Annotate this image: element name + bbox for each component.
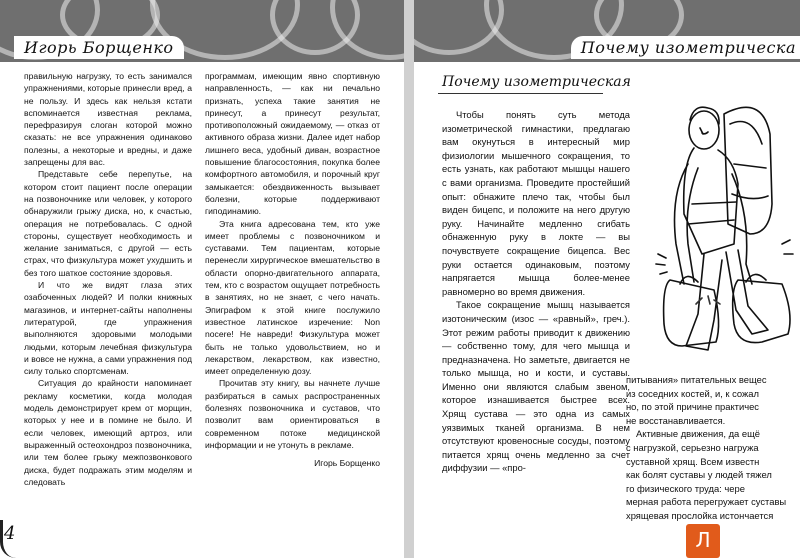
page-header-chapter: Почему изометрическа xyxy=(571,36,800,59)
text-line: питывания» питательных вещес xyxy=(626,374,767,385)
author-signature: Игорь Борщенко xyxy=(314,458,380,469)
page-number: 4 xyxy=(4,523,16,544)
text-line: суставной хрящ. Всем известн xyxy=(626,455,760,467)
paragraph: правильную нагрузку, то есть занимался упражнениями, которые принесли вред, а не пользу. И здесь как нельзя кстати вспоминается известная реклама, перефразируя слоган которой можно сказать: не все упражнения одинаково полезны, а некоторые и вредны, и даже запрещены для вас. xyxy=(24,71,192,168)
left-column-1 xyxy=(24,70,192,488)
paragraph: Прочитав эту книгу, вы начнете лучше разбираться в самых распространенных болезнях позвоночника и суставов, что позволит вам ориентироваться в современном потоке медицинской информации и не утонуть в рекламе. xyxy=(205,378,380,450)
paragraph: Такое сокращение мышц называется изотоническим (изос — «равный», греч.). Этот режим работы приводит к движению — собственно тому, для чего мышца и предназначена. Но заметьте, двигается не только мышца, но и кости, и суставы. Именно они являются слабым звеном, которое изнашивается быстрее всех. Хрящ сустава — это одна из самых уязвимых тканей организма. В нем отсутствуют кровеносные сосуды, поэтому питается хрящ очень медленно за счет диффузии — «про- xyxy=(442,299,630,474)
left-column-2 xyxy=(205,70,380,470)
section-title: Почему изометрическая xyxy=(442,74,631,90)
section-divider xyxy=(438,93,603,94)
right-page xyxy=(414,0,800,558)
store-logo-badge: Л xyxy=(686,524,720,558)
text-line: не восстанавливается. xyxy=(626,414,726,426)
paragraph: Чтобы понять суть метода изометрической гимнастики, предлагаю вам окунуться в интересный мир физиологии мышечного сокращения, то есть узнать, как работают мышцы нашего с вами организма. Проведите простейший опыт: обнажите плечо так, чтобы был виден бицепс, и положите на него другую руку. Начинайте медленно сгибать обнаженную руку в локте — вы почувствуете сокращение бицепса. Вес руки остается одинаковым, поэтому напрягается мышца более-менее равномерно во время движения. xyxy=(442,109,630,297)
right-side-text xyxy=(626,373,800,523)
right-main-text xyxy=(442,108,630,475)
paragraph: Ситуация до крайности напоминает рекламу косметики, когда молодая модель демонстрирует крем от морщин, которых у нее и в помине не было. И если человек, имеющий артроз, или выраженный остеохондроз позвоночника, или тем более грыжу межпозвонкового диска, будет подражать этим моделям и следовать xyxy=(24,378,192,487)
paragraph: И что же видят глаза этих озабоченных людей? И полки книжных магазинов, и интернет-сайты наполнены литературой, где упражнения выполняются здоровыми молодыми людьми, которым лечебная физкультура и вовсе не нужна, а сами упражнения под силу только спортсменам. xyxy=(24,280,192,377)
paragraph: Эта книга адресована тем, кто уже имеет проблемы с позвоночником и суставами. Тем пациентам, которые перенесли хирургическое вмешательство в области опорно-двигательного аппарата, тем, кто с возрастом ощущает потребность в занятиях, но не знает, с чего начать. Эпиграфом к этой книге послужило известное латинское изречение: Non nocere! Не навреди! Физкультура может быть не только удовольствием, но и лекарством, лекарством, как известно, имеет определенную дозу. xyxy=(205,218,380,377)
text-line: с нагрузкой, серьезно нагружа xyxy=(626,441,759,453)
text-line: но, по этой причине практичес xyxy=(626,401,759,413)
text-line: из соседних костей, и, к сожал xyxy=(626,387,759,399)
page-header-author: Игорь Борщенко xyxy=(14,36,184,59)
text-line: Активные движения, да ещё xyxy=(636,428,761,440)
paragraph: программам, имеющим явно спортивную направленность, — как ни печально признать, успеха такие занятия не принесут, а принесут результат, противоположный ожидаемому, — отказ от активного образа жизни. Далее идет набор лишнего веса, удобный диван, возрастное повышение благосостояния, покупка более комфортного автомобиля, и порочный круг замыкается: обездвиженность вызывает болезни, которые поддерживают гиподинамию. xyxy=(205,71,380,217)
book-gutter xyxy=(404,0,414,558)
text-line: хрящевая прослойка истончается xyxy=(626,509,774,521)
text-line: го физического труда: чере xyxy=(626,482,745,494)
man-carrying-bags-illustration xyxy=(642,84,800,364)
text-line: как болят суставы у людей тяжел xyxy=(626,469,772,481)
text-line: мерная работа перегружает суставы xyxy=(626,496,787,508)
paragraph: Представьте себе перепутье, на котором стоит пациент после операции на позвоночнике или человек, у которого обнаружили грыжу диска, но, к счастью, операция не потребовалась. С одной стороны, существует необходимость и желание заниматься, с другой — есть страх, что физкультура может ухудшить и без того шаткое состояние здоровья. xyxy=(24,169,192,278)
